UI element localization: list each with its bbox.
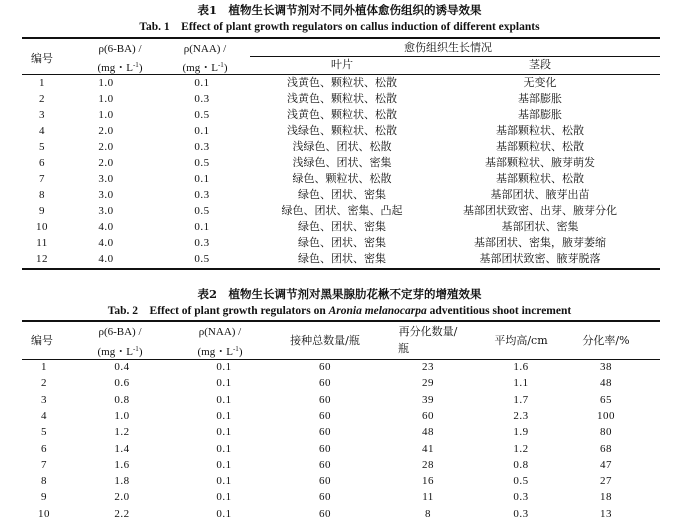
table2-top-rule bbox=[22, 320, 660, 322]
cell-id: 8 bbox=[41, 475, 47, 488]
cell-height: 0.3 bbox=[513, 507, 529, 520]
cell-leaf: 浅黄色、颗粒状、松散 bbox=[287, 108, 397, 121]
cell-ba: 2.2 bbox=[114, 507, 130, 520]
cell-naa: 0.1 bbox=[216, 491, 232, 504]
t1-header-naa-unit: (mg・$L^{-1}$) bbox=[182, 61, 228, 74]
cell-id: 7 bbox=[41, 458, 47, 471]
cell-naa: 0.1 bbox=[194, 221, 210, 233]
cell-id: 4 bbox=[39, 125, 45, 137]
cell-redif: 41 bbox=[422, 442, 434, 455]
t2-header-ba-unit: (mg・$L^{-1}$) bbox=[97, 345, 143, 358]
cell-leaf: 绿色、团状、密集 bbox=[298, 220, 386, 233]
cell-height: 1.6 bbox=[513, 361, 529, 373]
cell-leaf: 绿色、团状、密集 bbox=[298, 252, 386, 265]
cell-stem: 基部膨胀 bbox=[518, 92, 562, 105]
t1-header-stem: 茎段 bbox=[529, 58, 551, 71]
cell-redif: 28 bbox=[422, 458, 434, 471]
cell-ba: 4.0 bbox=[98, 221, 114, 233]
cell-id: 2 bbox=[39, 93, 45, 105]
cell-ba: 1.6 bbox=[114, 458, 130, 471]
cell-redif: 11 bbox=[422, 491, 434, 504]
cell-rate: 68 bbox=[600, 442, 612, 455]
cell-ba: 2.0 bbox=[98, 157, 114, 169]
cell-leaf: 浅黄色、颗粒状、松散 bbox=[287, 76, 397, 89]
cell-id: 5 bbox=[39, 141, 45, 153]
cell-redif: 16 bbox=[422, 475, 434, 488]
cell-total: 60 bbox=[319, 458, 331, 471]
t1-header-id: 编号 bbox=[31, 52, 53, 65]
cell-naa: 0.1 bbox=[216, 458, 232, 471]
cell-leaf: 浅绿色、团状、密集 bbox=[292, 156, 392, 169]
cell-height: 0.5 bbox=[513, 475, 529, 488]
cell-id: 3 bbox=[39, 109, 45, 121]
cell-ba: 1.8 bbox=[114, 475, 130, 488]
cell-naa: 0.1 bbox=[194, 125, 210, 137]
t1-header-group: 愈伤组织生长情况 bbox=[404, 41, 492, 54]
cell-naa: 0.1 bbox=[216, 442, 232, 455]
cell-ba: 4.0 bbox=[98, 253, 114, 265]
cell-naa: 0.1 bbox=[216, 393, 232, 406]
cell-height: 1.7 bbox=[513, 393, 529, 406]
cell-naa: 0.5 bbox=[194, 157, 210, 169]
table1-caption-en: Tab. 1 Effect of plant growth regulators on callus induction of different explants bbox=[139, 21, 540, 33]
cell-stem: 基部团状致密、腋芽脱落 bbox=[479, 252, 601, 265]
cell-stem: 基部颗粒状、松散 bbox=[496, 140, 584, 153]
cell-id: 1 bbox=[41, 361, 47, 373]
cell-total: 60 bbox=[319, 475, 331, 488]
t2-header-total: 接种总数量/瓶 bbox=[290, 334, 360, 347]
cell-height: 1.9 bbox=[513, 426, 529, 439]
cell-ba: 3.0 bbox=[98, 205, 114, 217]
cell-ba: 0.6 bbox=[114, 377, 130, 390]
cell-stem: 基部团状致密、出芽、腋芽分化 bbox=[463, 204, 617, 217]
cell-rate: 18 bbox=[600, 491, 612, 504]
cell-total: 60 bbox=[319, 393, 331, 406]
cell-id: 10 bbox=[38, 507, 50, 520]
cell-redif: 23 bbox=[422, 361, 434, 373]
cell-naa: 0.1 bbox=[216, 409, 232, 422]
cell-ba: 1.0 bbox=[98, 93, 114, 105]
cell-total: 60 bbox=[319, 426, 331, 439]
cell-total: 60 bbox=[319, 409, 331, 422]
cell-height: 0.3 bbox=[513, 491, 529, 504]
t2-header-redif: 再分化数量/ bbox=[398, 325, 458, 338]
cell-naa: 0.1 bbox=[216, 426, 232, 439]
cell-naa: 0.5 bbox=[194, 205, 210, 217]
cell-ba: 3.0 bbox=[98, 189, 114, 201]
cell-stem: 基部颗粒状、腋芽萌发 bbox=[485, 156, 595, 169]
t2-header-rate: 分化率/% bbox=[582, 334, 630, 347]
table1-top-rule bbox=[22, 37, 660, 39]
t2-header-height: 平均高/cm bbox=[494, 334, 548, 347]
cell-redif: 8 bbox=[425, 507, 431, 520]
cell-rate: 27 bbox=[600, 475, 612, 488]
t2-header-naa-unit: (mg・$L^{-1}$) bbox=[197, 345, 243, 358]
cell-stem: 基部颗粒状、松散 bbox=[496, 124, 584, 137]
cell-ba: 3.0 bbox=[98, 173, 114, 185]
cell-id: 11 bbox=[36, 237, 48, 249]
cell-height: 0.8 bbox=[513, 458, 529, 471]
cell-id: 2 bbox=[41, 377, 47, 390]
cell-stem: 基部膨胀 bbox=[518, 108, 562, 121]
cell-id: 8 bbox=[39, 189, 45, 201]
table2-caption-en: Tab. 2 Effect of plant growth regulators on Aronia melanocarpa adventitious shoot increment bbox=[107, 305, 572, 317]
table1-group-rule bbox=[250, 56, 660, 57]
t1-header-ba: ρ(6-BA) / bbox=[98, 43, 142, 55]
table1-header-rule bbox=[22, 74, 660, 75]
cell-total: 60 bbox=[319, 361, 331, 373]
cell-stem: 无变化 bbox=[523, 76, 557, 89]
cell-ba: 0.8 bbox=[114, 393, 130, 406]
t2-header-redif-unit: 瓶 bbox=[398, 342, 409, 355]
cell-naa: 0.1 bbox=[216, 377, 232, 390]
cell-naa: 0.5 bbox=[194, 109, 210, 121]
cell-height: 1.1 bbox=[513, 377, 529, 390]
cell-ba: 4.0 bbox=[98, 237, 114, 249]
cell-redif: 29 bbox=[422, 377, 434, 390]
cell-naa: 0.1 bbox=[216, 475, 232, 488]
cell-height: 2.3 bbox=[513, 409, 529, 422]
cell-id: 12 bbox=[36, 253, 48, 265]
cell-redif: 39 bbox=[422, 393, 434, 406]
cell-ba: 1.4 bbox=[114, 442, 130, 455]
cell-leaf: 浅绿色、团状、松散 bbox=[292, 140, 392, 153]
cell-stem: 基部团状、密集 bbox=[501, 220, 579, 233]
cell-id: 9 bbox=[39, 205, 45, 217]
t1-header-leaf: 叶片 bbox=[331, 58, 353, 71]
cell-leaf: 绿色、团状、密集 bbox=[298, 188, 386, 201]
cell-naa: 0.3 bbox=[194, 141, 210, 153]
cell-leaf: 绿色、团状、密集、凸起 bbox=[281, 204, 403, 217]
cell-naa: 0.3 bbox=[194, 237, 210, 249]
cell-id: 6 bbox=[39, 157, 45, 169]
cell-naa: 0.1 bbox=[194, 173, 210, 185]
cell-total: 60 bbox=[319, 491, 331, 504]
t2-header-naa: ρ(NAA) / bbox=[198, 326, 242, 338]
cell-ba: 2.0 bbox=[114, 491, 130, 504]
table1-caption-cn: 表1 植物生长调节剂对不同外植体愈伤组织的诱导效果 bbox=[197, 3, 482, 17]
cell-leaf: 浅绿色、颗粒状、松散 bbox=[287, 124, 397, 137]
cell-naa: 0.1 bbox=[194, 77, 210, 89]
cell-naa: 0.3 bbox=[194, 189, 210, 201]
cell-rate: 65 bbox=[600, 393, 612, 406]
cell-id: 3 bbox=[41, 393, 47, 406]
cell-id: 10 bbox=[36, 221, 48, 233]
cell-id: 7 bbox=[39, 173, 45, 185]
cell-id: 5 bbox=[41, 426, 47, 439]
cell-naa: 0.1 bbox=[216, 507, 232, 520]
cell-ba: 2.0 bbox=[98, 141, 114, 153]
cell-ba: 2.0 bbox=[98, 125, 114, 137]
cell-rate: 80 bbox=[600, 426, 612, 439]
cell-stem: 基部团状、密集，腋芽萎缩 bbox=[474, 236, 606, 249]
cell-rate: 38 bbox=[600, 361, 612, 373]
t2-header-id: 编号 bbox=[31, 334, 53, 347]
cell-naa: 0.3 bbox=[194, 93, 210, 105]
cell-naa: 0.1 bbox=[216, 361, 232, 373]
cell-height: 1.2 bbox=[513, 442, 529, 455]
cell-id: 9 bbox=[41, 491, 47, 504]
cell-rate: 48 bbox=[600, 377, 612, 390]
cell-redif: 60 bbox=[422, 409, 434, 422]
cell-naa: 0.5 bbox=[194, 253, 210, 265]
cell-total: 60 bbox=[319, 442, 331, 455]
cell-stem: 基部团状、腋芽出苗 bbox=[490, 188, 590, 201]
cell-leaf: 绿色、团状、密集 bbox=[298, 236, 386, 249]
cell-stem: 基部颗粒状、松散 bbox=[496, 172, 584, 185]
table2-caption-cn: 表2 植物生长调节剂对黑果腺肋花楸不定芽的增殖效果 bbox=[197, 287, 482, 301]
cell-total: 60 bbox=[319, 377, 331, 390]
t2-header-ba: ρ(6-BA) / bbox=[98, 326, 142, 338]
cell-leaf: 浅黄色、颗粒状、松散 bbox=[287, 92, 397, 105]
cell-rate: 13 bbox=[600, 507, 612, 520]
t1-header-naa: ρ(NAA) / bbox=[183, 43, 227, 55]
cell-total: 60 bbox=[319, 507, 331, 520]
cell-rate: 100 bbox=[597, 409, 615, 422]
cell-ba: 1.0 bbox=[114, 409, 130, 422]
cell-id: 4 bbox=[41, 409, 47, 422]
cell-leaf: 绿色、颗粒状、松散 bbox=[292, 172, 392, 185]
cell-ba: 1.2 bbox=[114, 426, 130, 439]
cell-ba: 0.4 bbox=[114, 361, 130, 373]
table1-bottom-rule bbox=[22, 268, 660, 270]
cell-ba: 1.0 bbox=[98, 77, 114, 89]
t1-header-ba-unit: (mg・$L^{-1}$) bbox=[97, 61, 143, 74]
cell-rate: 47 bbox=[600, 458, 612, 471]
cell-id: 6 bbox=[41, 442, 47, 455]
cell-redif: 48 bbox=[422, 426, 434, 439]
cell-ba: 1.0 bbox=[98, 109, 114, 121]
cell-id: 1 bbox=[39, 77, 45, 89]
